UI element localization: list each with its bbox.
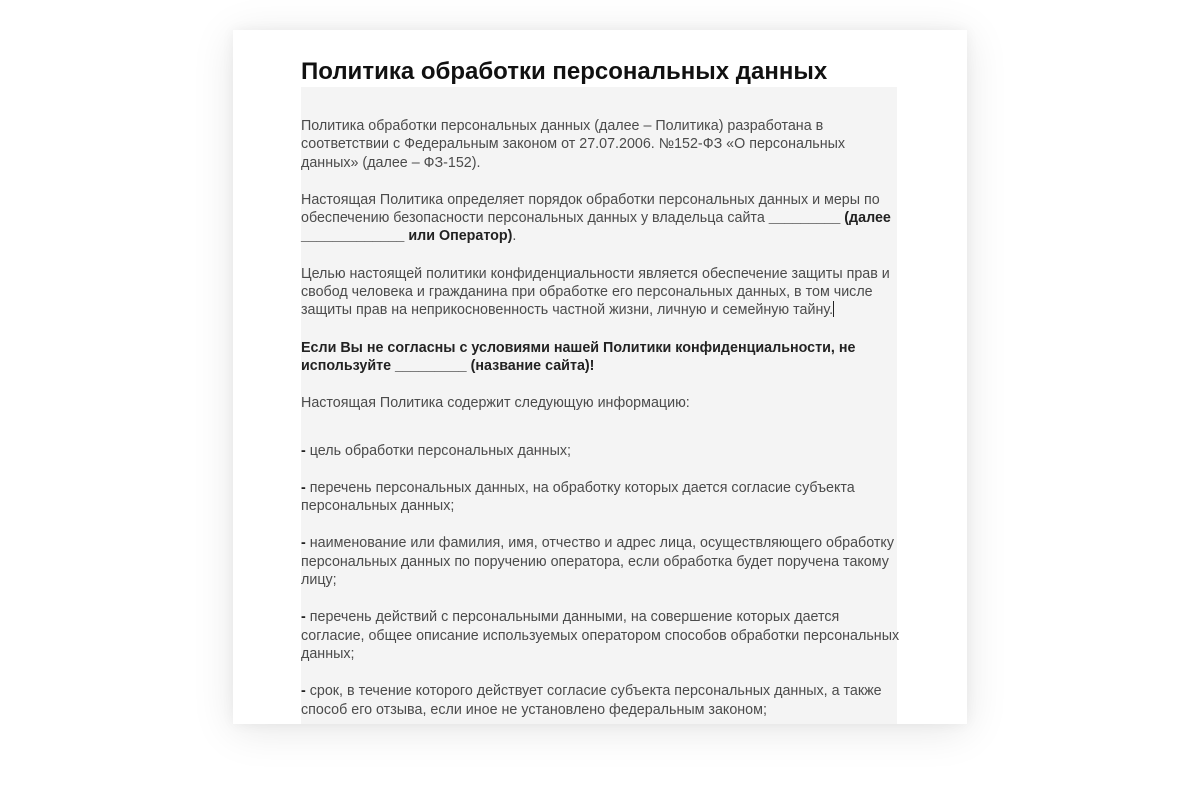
list-dash: - xyxy=(301,683,306,700)
paragraph-scope-end: . xyxy=(512,228,517,245)
paragraph-scope-text: Настоящая Политика определяет порядок обработки персональных данных и меры по обеспечению безопасности персональных данных у владельца сайта xyxy=(301,191,880,227)
list-dash: - xyxy=(301,609,306,626)
paragraph-purpose-text: Целью настоящей политики конфиденциальности является обеспечение защиты прав и свобод человека и гражданина при обработке его персональных данных, в том числе защиты прав на неприкосновенность частной жизни, личную и семейную тайну. xyxy=(301,265,890,319)
list-dash: - xyxy=(301,442,306,459)
document-card xyxy=(233,30,967,724)
list-item xyxy=(301,442,901,460)
list-item-text: перечень действий с персональными данными, на совершение которых дается согласие, общее описание используемых оператором способов обработки персональных данных; xyxy=(301,609,900,662)
operator-placeholder: _________ (далее _____________ или Оператор) xyxy=(301,210,891,245)
list-item xyxy=(301,682,901,719)
paragraph-warning xyxy=(301,339,901,376)
paragraph-contents-intro: Настоящая Политика содержит следующую информацию: xyxy=(301,395,690,412)
list-item-text: перечень персональных данных, на обработку которых дается согласие субъекта персональных данных; xyxy=(301,479,855,515)
list-item-text: срок, в течение которого действует согласие субъекта персональных данных, а также способ его отзыва, если иное не установлено федеральным законом; xyxy=(301,683,882,718)
list-dash: - xyxy=(301,535,306,552)
page-title: Политика обработки персональных данных xyxy=(301,57,901,87)
list-item-text: цель обработки персональных данных; xyxy=(309,442,571,459)
list-item-text: наименование или фамилия, имя, отчество и адрес лица, осуществляющего обработку персональных данных по поручению оператора, если обработка будет поручена такому лицу; xyxy=(301,535,894,589)
list-item xyxy=(301,608,901,663)
paragraph-intro: Политика обработки персональных данных (далее – Политика) разработана в соответствии с Федеральным законом от 27.07.2006. №152-ФЗ «О персональных данных» (далее – ФЗ-152). xyxy=(301,118,846,171)
list-dash: - xyxy=(301,479,306,496)
warning-text: Если Вы не согласны с условиями нашей Политики конфиденциальности, не используйте _________ (название сайта)! xyxy=(301,339,856,374)
list-item xyxy=(301,534,901,589)
text-cursor xyxy=(833,301,834,317)
paragraph-scope xyxy=(301,191,901,246)
document-body[interactable] xyxy=(301,117,901,724)
paragraph-purpose xyxy=(301,265,901,320)
list-item xyxy=(301,479,901,516)
